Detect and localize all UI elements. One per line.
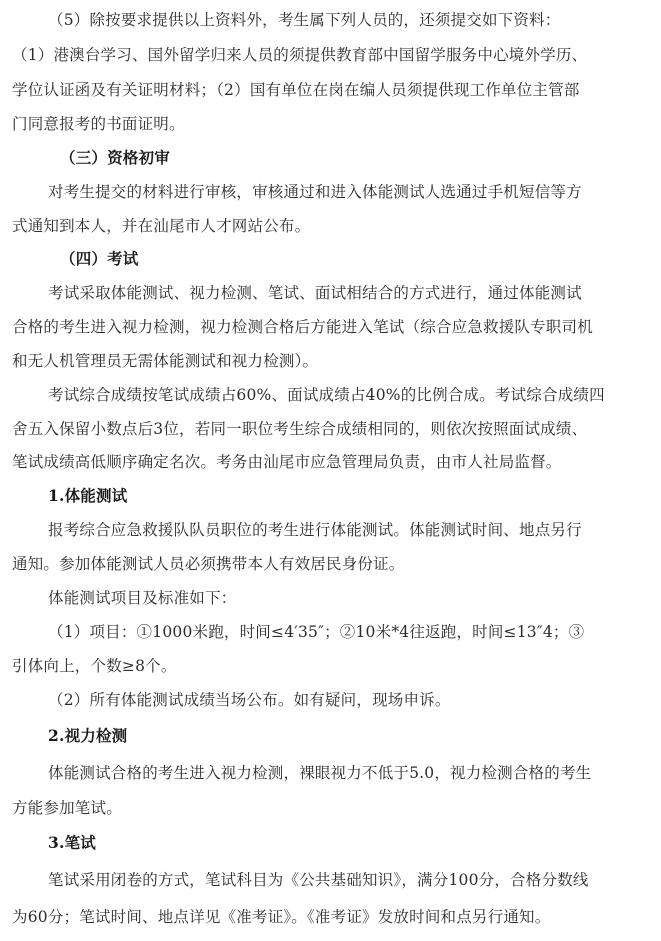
section-heading-vision-test: 2.视力检测 bbox=[48, 726, 128, 745]
paragraph-physical-line: （2）所有体能测试成绩当场公布。如有疑问，现场申诉。 bbox=[48, 691, 451, 709]
paragraph-materials-line: （1）港澳台学习、国外留学归来人员的须提供教育部中国留学服务中心境外学历、 bbox=[12, 46, 588, 64]
paragraph-review-line: 对考生提交的材料进行审核，审核通过和进入体能测试人选通过手机短信等方 bbox=[48, 183, 582, 201]
paragraph-exam-line: 合格的考生进入视力检测，视力检测合格后方能进入笔试（综合应急救援队专职司机 bbox=[12, 318, 593, 336]
paragraph-vision-line: 方能参加笔试。 bbox=[12, 799, 122, 817]
paragraph-materials-line: 学位认证函及有关证明材料；（2）国有单位在岗在编人员须提供现工作单位主管部 bbox=[12, 81, 580, 99]
paragraph-written-line: 笔试采用闭卷的方式，笔试科目为《公共基础知识》，满分100分，合格分数线 bbox=[48, 871, 589, 889]
paragraph-written-line: 为60分；笔试时间、地点详见《准考证》。《准考证》发放时间和点另行通知。 bbox=[12, 908, 551, 926]
paragraph-exam-line: 考试采取体能测试、视力检测、笔试、面试相结合的方式进行，通过体能测试 bbox=[48, 284, 582, 302]
paragraph-vision-line: 体能测试合格的考生进入视力检测，裸眼视力不低于5.0，视力检测合格的考生 bbox=[48, 764, 592, 782]
section-heading-exam: （四）考试 bbox=[60, 249, 139, 268]
paragraph-score-line: 舍五入保留小数点后3位，若同一职位考生综合成绩相同的，则依次按照面试成绩、 bbox=[12, 420, 588, 438]
paragraph-review-line: 式通知到本人，并在汕尾市人才网站公布。 bbox=[12, 217, 311, 235]
section-heading-physical-test: 1.体能测试 bbox=[48, 486, 128, 505]
paragraph-physical-line: （1）项目：①1000米跑，时间≤4′35″；②10米*4往返跑，时间≤13″4；③ bbox=[48, 623, 585, 641]
paragraph-physical-line: 体能测试项目及标准如下： bbox=[48, 589, 237, 607]
paragraph-materials-line: 门同意报考的书面证明。 bbox=[12, 115, 185, 133]
section-heading-written-test: 3.笔试 bbox=[48, 833, 96, 852]
paragraph-physical-line: 报考综合应急救援队队员职位的考生进行体能测试。体能测试时间、地点另行 bbox=[48, 521, 582, 539]
paragraph-materials-line: （5）除按要求提供以上资料外，考生属下列人员的，还须提交如下资料： bbox=[48, 11, 561, 29]
section-heading-qualification-review: （三）资格初审 bbox=[60, 148, 170, 167]
paragraph-exam-line: 和无人机管理员无需体能测试和视力检测）。 bbox=[12, 352, 319, 370]
paragraph-physical-line: 通知。参加体能测试人员必须携带本人有效居民身份证。 bbox=[12, 555, 405, 573]
paragraph-physical-line: 引体向上，个数≥8个。 bbox=[12, 657, 177, 675]
paragraph-score-line: 笔试成绩高低顺序确定名次。考务由汕尾市应急管理局负责，由市人社局监督。 bbox=[12, 453, 562, 471]
paragraph-score-line: 考试综合成绩按笔试成绩占60%、面试成绩占40%的比例合成。考试综合成绩四 bbox=[48, 386, 605, 404]
